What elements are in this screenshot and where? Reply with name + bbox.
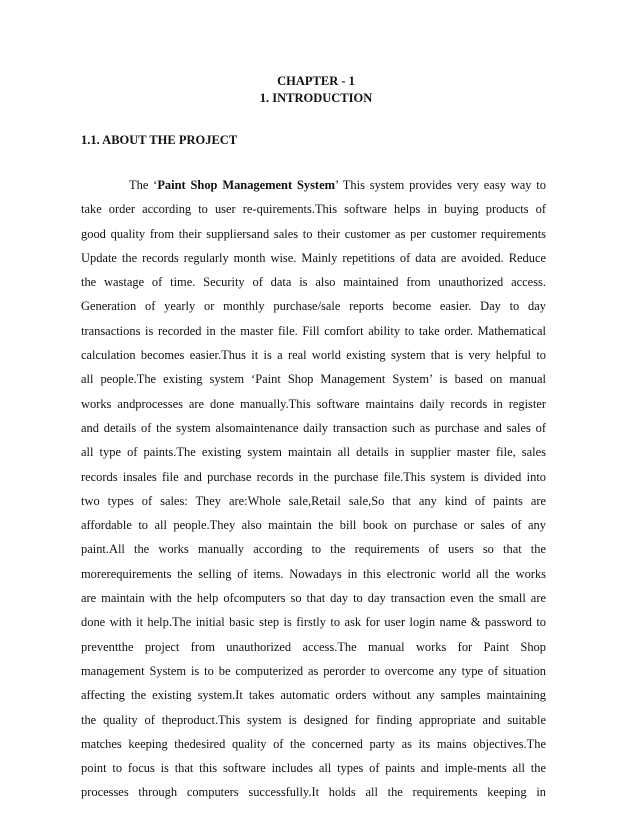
chapter-label: CHAPTER - 1 xyxy=(277,74,355,88)
paragraph-line: works andprocesses are done manually.This software maintains daily records in register xyxy=(81,396,546,411)
paragraph-line: transactions is recorded in the master file. Fill comfort ability to take order. Mathematical xyxy=(81,323,546,338)
paragraph-line: records insales file and purchase records in the purchase file.This system is divided into xyxy=(81,469,546,484)
paragraph-line: morerequirements the selling of items. Nowadays in this electronic world all the works xyxy=(81,566,546,581)
paragraph-line: two types of sales: They are:Whole sale,Retail sale,So that any kind of paints are xyxy=(81,493,546,508)
paragraph-line: affecting the existing system.It takes automatic orders without any samples maintaining xyxy=(81,688,546,703)
paragraph-line: preventthe project from unauthorized access.The manual works for Paint Shop xyxy=(81,639,546,654)
paragraph-line: all type of paints.The existing system maintain all details in supplier master file, sales xyxy=(81,445,546,460)
paragraph-line: management System is to be computerized as perorder to overcome any type of situation xyxy=(81,663,546,678)
section-heading: 1.1. ABOUT THE PROJECT xyxy=(81,133,238,147)
paragraph-line: the quality of theproduct.This system is designed for finding appropriate and suitable xyxy=(81,712,546,727)
paragraph-line: are maintain with the help ofcomputers so that day to day transaction even the small are xyxy=(81,591,546,606)
paragraph-line: good quality from their suppliersand sales to their customer as per customer requirements xyxy=(81,226,546,241)
paragraph-line xyxy=(81,173,546,197)
paragraph-line: and details of the system alsomaintenance daily transaction such as purchase and sales of xyxy=(81,420,546,435)
paragraph-line: Generation of yearly or monthly purchase/sale reports become easier. Day to day xyxy=(81,299,546,314)
system-name-emphasis: Paint Shop Management System xyxy=(157,178,335,192)
paragraph-line: matches keeping thedesired quality of the concerned party as its mains objectives.The xyxy=(81,736,546,751)
paragraph-line: calculation becomes easier.Thus it is a real world existing system that is very helpful to xyxy=(81,348,546,363)
paragraph-line: affordable to all people.They also maintain the bill book on purchase or sales of any xyxy=(81,518,546,533)
paragraph-line: Update the records regularly month wise. Mainly repetitions of data are avoided. Reduce xyxy=(81,250,546,265)
first-line-prefix: The ‘ xyxy=(129,178,158,192)
paragraph-line: point to focus is that this software includes all types of paints and imple-ments all the xyxy=(81,761,546,776)
paragraph-line: the wastage of time. Security of data is also maintained from unauthorized access. xyxy=(81,275,546,290)
paragraph-line: paint.All the works manually according to the requirements of users so that the xyxy=(81,542,546,557)
first-line-suffix: ’ This system provides very easy way to xyxy=(334,178,546,192)
chapter-title: 1. INTRODUCTION xyxy=(259,91,373,105)
paragraph-line: done with it help.The initial basic step is firstly to ask for user login name & password to xyxy=(81,615,546,630)
paragraph-line: take order according to user re-quirements.This software helps in buying products of xyxy=(81,202,546,217)
paragraph-line: all people.The existing system ‘Paint Shop Management System’ is based on manual xyxy=(81,372,546,387)
paragraph-line: processes through computers successfully.It holds all the requirements keeping in xyxy=(81,785,546,800)
body-paragraph xyxy=(81,173,546,805)
